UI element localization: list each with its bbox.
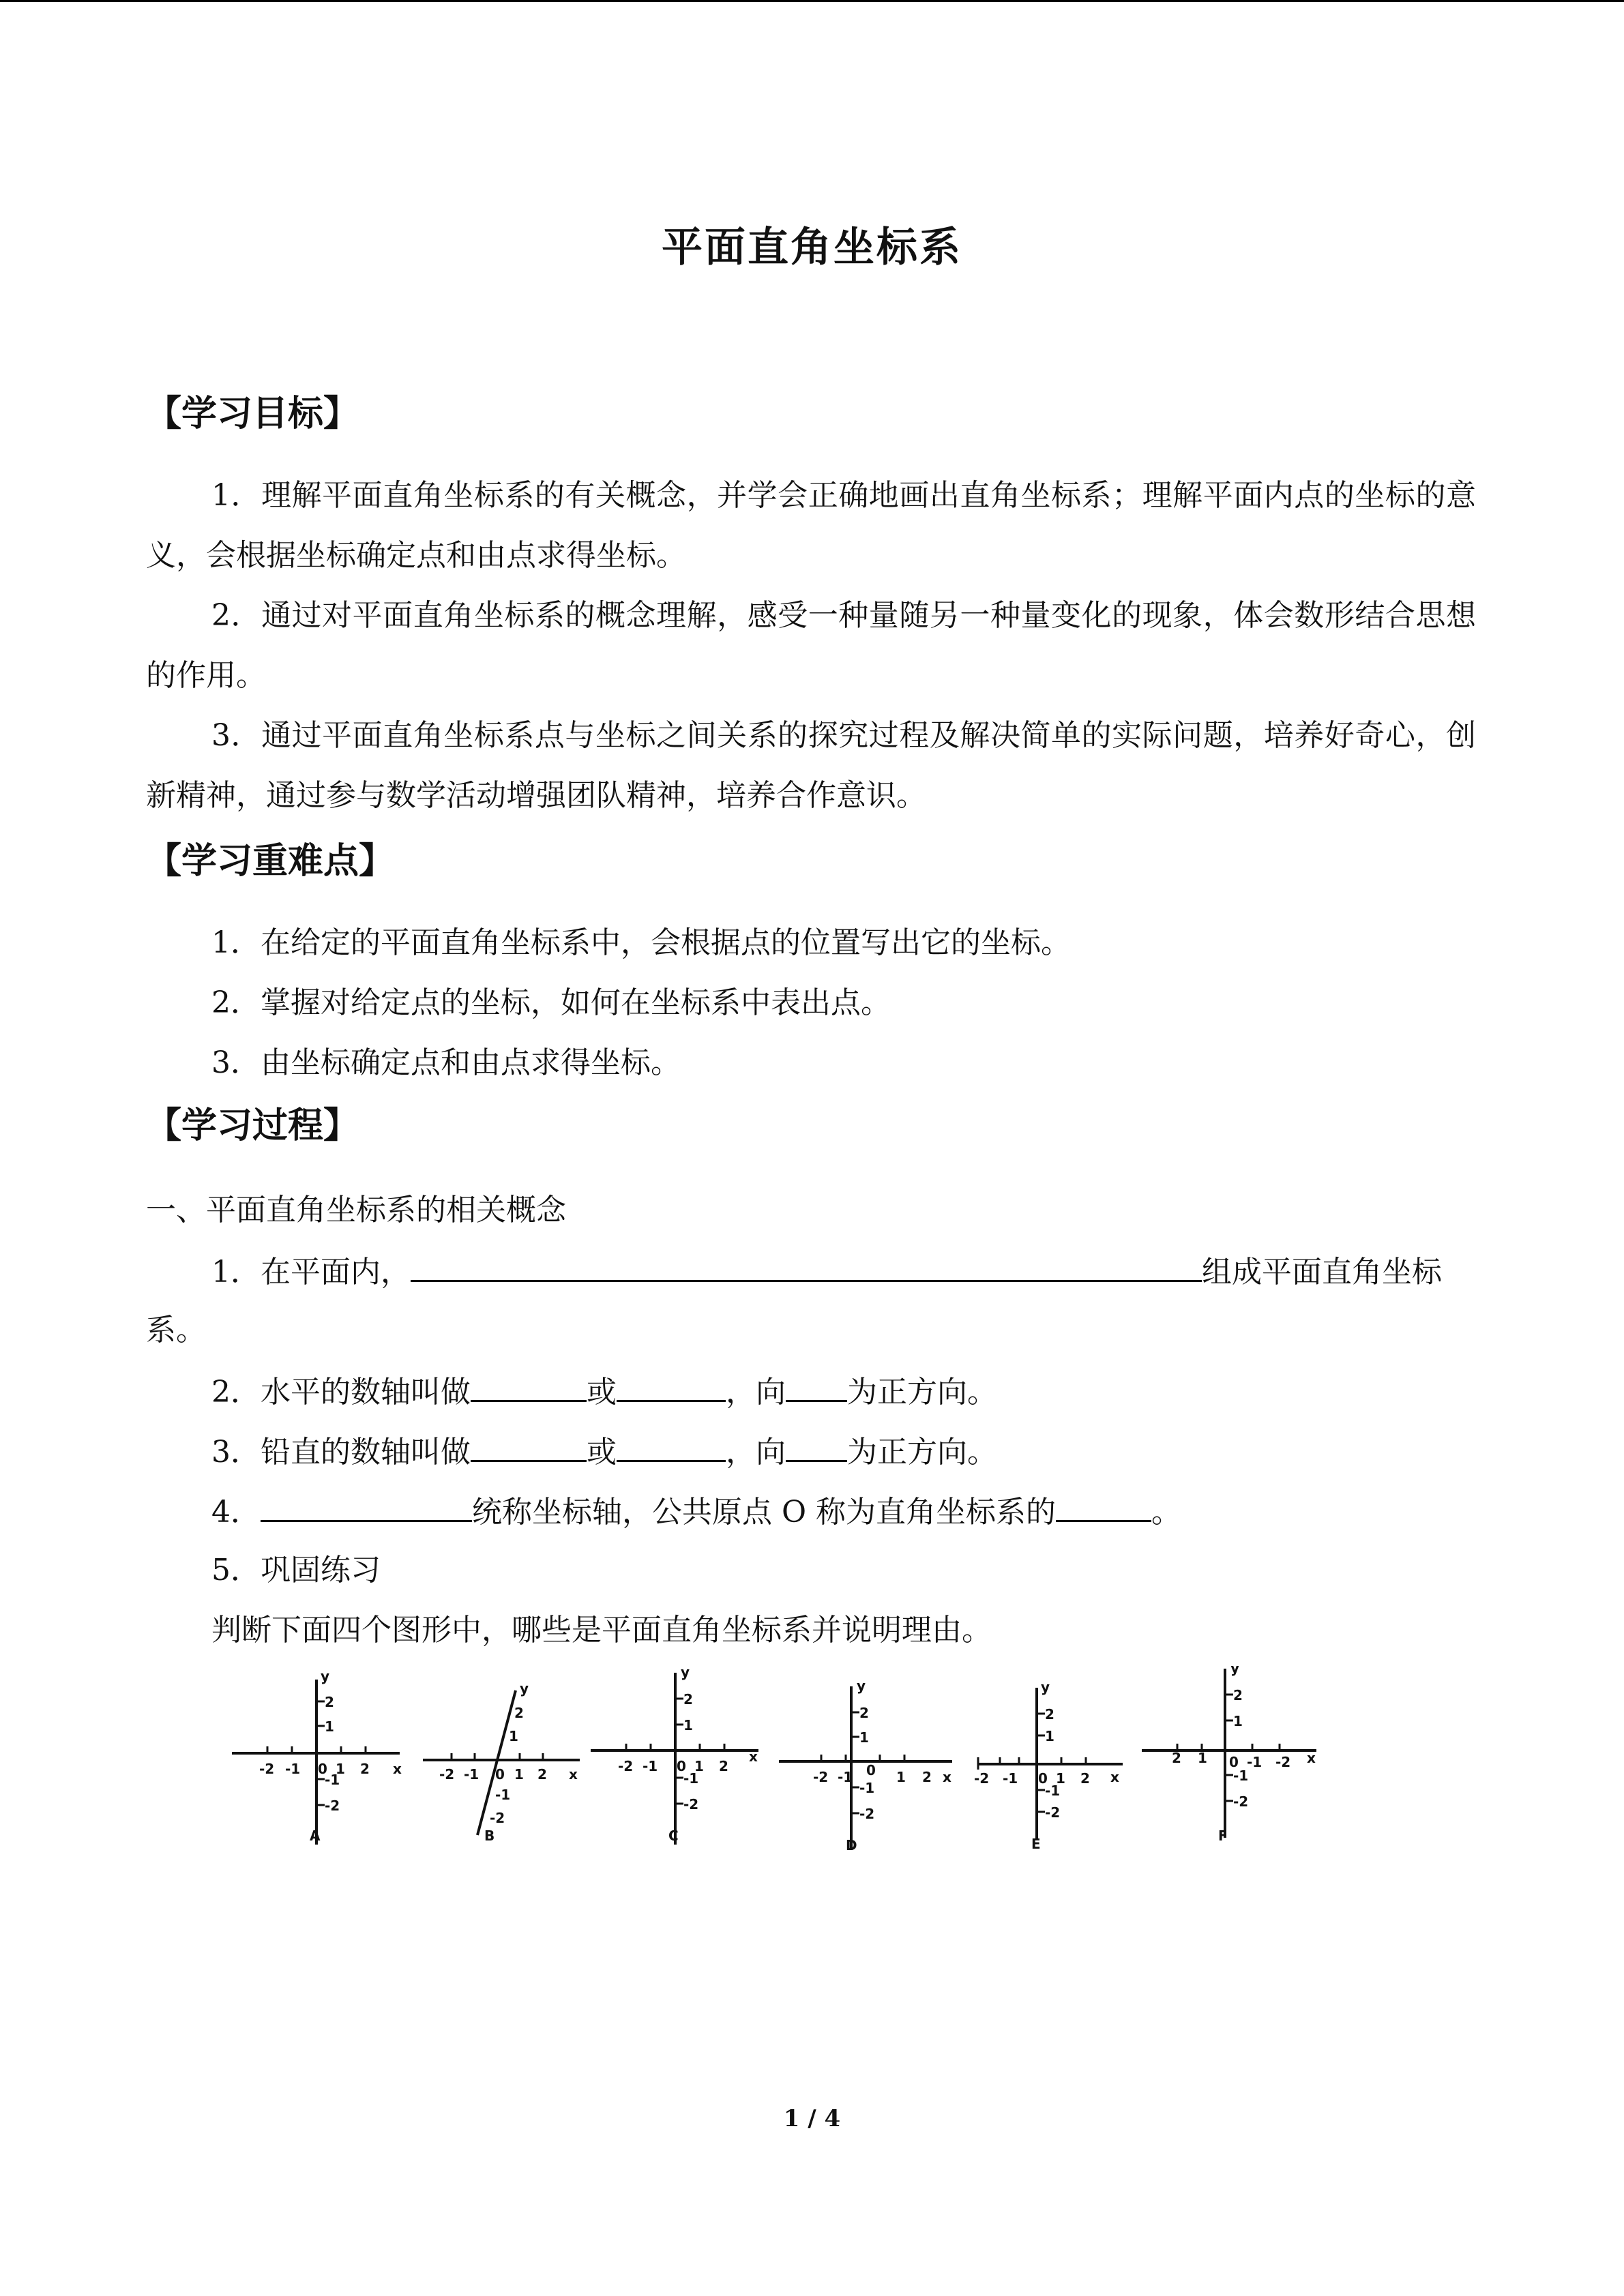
goal-item-3: 3．通过平面直角坐标系点与坐标之间关系的探究过程及解决简单的实际问题，培养好奇心，创新精神，通过参与数学活动增强团队精神，培养合作意识。 <box>146 718 1476 813</box>
question-5-prompt: 判断下面四个图形中，哪些是平面直角坐标系并说明理由。 <box>211 1613 992 1648</box>
figure-f-x-tick-2: 2 <box>1172 1750 1181 1766</box>
figure-b-x-tick-2: 2 <box>537 1766 547 1783</box>
figure-e-y-label: y <box>1041 1679 1050 1695</box>
axes-figures <box>225 1666 1330 1857</box>
figure-c-label: C <box>668 1828 679 1844</box>
figure-b-y-tick-neg2: -2 <box>490 1810 505 1826</box>
answer-blank-3c[interactable] <box>786 1430 847 1462</box>
question-2-text-d: 为正方向。 <box>847 1375 997 1410</box>
key-point-3: 3．由坐标确定点和由点求得坐标。 <box>211 1045 681 1080</box>
figure-b-x-tick-0: 0 <box>495 1766 505 1783</box>
answer-blank-2b[interactable] <box>617 1370 726 1402</box>
figure-f-x-label: x <box>1307 1750 1316 1766</box>
figure-f-y-tick-neg2: -2 <box>1233 1793 1249 1810</box>
figure-a-label: A <box>310 1828 321 1844</box>
question-1-prefix: 1．在平面内， <box>211 1255 411 1289</box>
figure-f-y-label: y <box>1230 1666 1240 1676</box>
answer-blank-2a[interactable] <box>471 1370 587 1402</box>
answer-blank-4a[interactable] <box>261 1490 472 1522</box>
figure-a-x-tick-neg2: -2 <box>259 1761 275 1777</box>
figure-d-x-label: x <box>943 1769 951 1785</box>
question-3-text-a: 3．铅直的数轴叫做 <box>211 1435 471 1470</box>
figure-e-x-tick-2: 2 <box>1080 1770 1090 1787</box>
figure-c-y-tick-neg1: -1 <box>683 1770 699 1787</box>
figure-d-x-tick-1: 1 <box>896 1769 906 1785</box>
question-2-text-b: 或 <box>587 1375 617 1410</box>
key-point-1: 1．在给定的平面直角坐标系中，会根据点的位置写出它的坐标。 <box>211 925 1071 960</box>
figure-e-x-label: x <box>1110 1769 1119 1785</box>
question-4-text-b: 统称坐标轴，公共原点 O 称为直角坐标系的 <box>472 1495 1057 1530</box>
figure-a-x-tick-1: 1 <box>336 1761 345 1777</box>
question-4-text-c: 。 <box>1151 1495 1182 1530</box>
figure-d-x-tick-0: 0 <box>866 1762 876 1778</box>
answer-blank-3a[interactable] <box>471 1430 587 1462</box>
figure-f-y-tick-neg1: -1 <box>1233 1768 1249 1784</box>
figure-e-y-tick-neg2: -2 <box>1045 1804 1061 1821</box>
figure-f-x-tick-0: 0 <box>1229 1754 1239 1770</box>
axes-figures-svg <box>225 1666 1330 1857</box>
figure-c-x-label: x <box>749 1748 758 1765</box>
key-point-2: 2．掌握对给定点的坐标，如何在坐标系中表出点。 <box>211 985 891 1020</box>
figure-c-x-tick-2: 2 <box>719 1758 728 1774</box>
figure-a-y-tick-neg1: -1 <box>325 1772 340 1788</box>
figure-e-x-tick-1: 1 <box>1056 1770 1065 1787</box>
figure-f-x-tick-neg1: -1 <box>1247 1754 1263 1770</box>
question-3 <box>211 1430 997 1473</box>
figure-f-x-tick-neg2: -2 <box>1275 1754 1291 1770</box>
figure-c-y-tick-neg2: -2 <box>683 1796 699 1813</box>
figure-d-y-tick-neg2: -2 <box>859 1806 875 1822</box>
figure-b-x-tick-neg2: -2 <box>439 1766 455 1783</box>
figure-d-y-tick-neg1: -1 <box>859 1780 875 1796</box>
figure-f-y-tick-2: 2 <box>1233 1687 1243 1703</box>
figure-e <box>974 1679 1123 1852</box>
figure-a-x-tick-neg1: -1 <box>285 1761 301 1777</box>
question-2-text-c: ，向 <box>726 1375 786 1410</box>
figure-b-y-label: y <box>520 1680 529 1697</box>
question-3-text-d: 为正方向。 <box>847 1435 997 1470</box>
figure-d-x-tick-neg1: -1 <box>838 1769 853 1785</box>
figure-e-y-tick-1: 1 <box>1045 1728 1054 1744</box>
question-2-text-a: 2．水平的数轴叫做 <box>211 1375 471 1410</box>
figure-c-x-tick-neg2: -2 <box>618 1758 634 1774</box>
figure-a-x-tick-2: 2 <box>360 1761 370 1777</box>
figure-f-y-tick-1: 1 <box>1233 1713 1243 1729</box>
question-5: 5．巩固练习 <box>211 1553 381 1587</box>
figure-e-x-tick-0: 0 <box>1038 1770 1048 1787</box>
figure-a-y-tick-1: 1 <box>325 1718 334 1735</box>
figure-a-y-label: y <box>321 1668 330 1684</box>
question-4-text-a: 4． <box>211 1495 261 1530</box>
figure-a <box>232 1668 402 1845</box>
question-1 <box>211 1250 1442 1293</box>
figure-d-x-tick-neg2: -2 <box>813 1769 829 1785</box>
figure-c <box>591 1666 758 1845</box>
answer-blank-4b[interactable] <box>1056 1490 1151 1522</box>
figure-d-x-tick-2: 2 <box>922 1769 932 1785</box>
figure-c-x-tick-neg1: -1 <box>643 1758 658 1774</box>
goal-item-2: 2．通过对平面直角坐标系的概念理解，感受一种量随另一种量变化的现象，体会数形结合思想的作用。 <box>146 598 1476 693</box>
heading-key-points: 【学习重难点】 <box>146 841 395 882</box>
figure-c-y-tick-1: 1 <box>683 1717 693 1733</box>
figure-d-y-tick-2: 2 <box>859 1705 869 1721</box>
question-1-wrap: 系。 <box>146 1313 206 1347</box>
figure-b <box>423 1680 580 1844</box>
figure-b-x-tick-neg1: -1 <box>464 1766 479 1783</box>
figure-d <box>779 1678 952 1853</box>
figure-e-x-tick-neg2: -2 <box>974 1770 990 1787</box>
figure-b-x-label: x <box>569 1766 578 1783</box>
process-subheading: 一、平面直角坐标系的相关概念 <box>146 1193 566 1227</box>
figure-f-label: F <box>1218 1828 1228 1844</box>
heading-process: 【学习过程】 <box>146 1105 359 1146</box>
figure-c-x-tick-0: 0 <box>677 1758 686 1774</box>
question-4 <box>211 1490 1181 1533</box>
figure-b-y-tick-2: 2 <box>514 1705 524 1721</box>
figure-b-y-tick-1: 1 <box>509 1728 518 1744</box>
question-2 <box>211 1370 997 1413</box>
question-3-text-b: 或 <box>587 1435 617 1470</box>
figure-a-x-tick-0: 0 <box>318 1761 327 1777</box>
figure-c-y-tick-2: 2 <box>683 1691 693 1708</box>
figure-b-x-tick-1: 1 <box>514 1766 524 1783</box>
heading-goals: 【学习目标】 <box>146 393 359 434</box>
page-title: 平面直角坐标系 <box>662 224 962 271</box>
question-1-suffix: 组成平面直角坐标 <box>1202 1255 1442 1289</box>
answer-blank-1[interactable] <box>411 1250 1202 1282</box>
figure-c-y-label: y <box>681 1666 690 1680</box>
figure-b-label: B <box>484 1828 495 1844</box>
figure-f-x-tick-1: 1 <box>1198 1750 1207 1766</box>
answer-blank-2c[interactable] <box>786 1370 847 1402</box>
figure-e-x-tick-neg1: -1 <box>1003 1770 1018 1787</box>
goal-item-1: 1．理解平面直角坐标系的有关概念，并学会正确地画出直角坐标系；理解平面内点的坐标的意义，会根据坐标确定点和由点求得坐标。 <box>146 478 1476 573</box>
question-3-text-c: ，向 <box>726 1435 786 1470</box>
figure-f <box>1142 1666 1316 1844</box>
figure-c-x-tick-1: 1 <box>694 1758 704 1774</box>
figure-a-x-label: x <box>393 1761 402 1777</box>
figure-e-label: E <box>1031 1836 1041 1852</box>
figure-e-y-tick-neg1: -1 <box>1045 1783 1061 1799</box>
figure-d-label: D <box>846 1837 857 1853</box>
figure-a-y-tick-2: 2 <box>325 1694 334 1710</box>
figure-d-y-label: y <box>857 1678 866 1694</box>
figure-b-y-tick-neg1: -1 <box>495 1787 511 1803</box>
answer-blank-3b[interactable] <box>617 1430 726 1462</box>
figure-d-y-tick-1: 1 <box>859 1729 869 1746</box>
figure-e-y-tick-2: 2 <box>1045 1706 1054 1723</box>
page-number: 1 / 4 <box>783 2105 841 2132</box>
figure-a-y-tick-neg2: -2 <box>325 1798 340 1814</box>
